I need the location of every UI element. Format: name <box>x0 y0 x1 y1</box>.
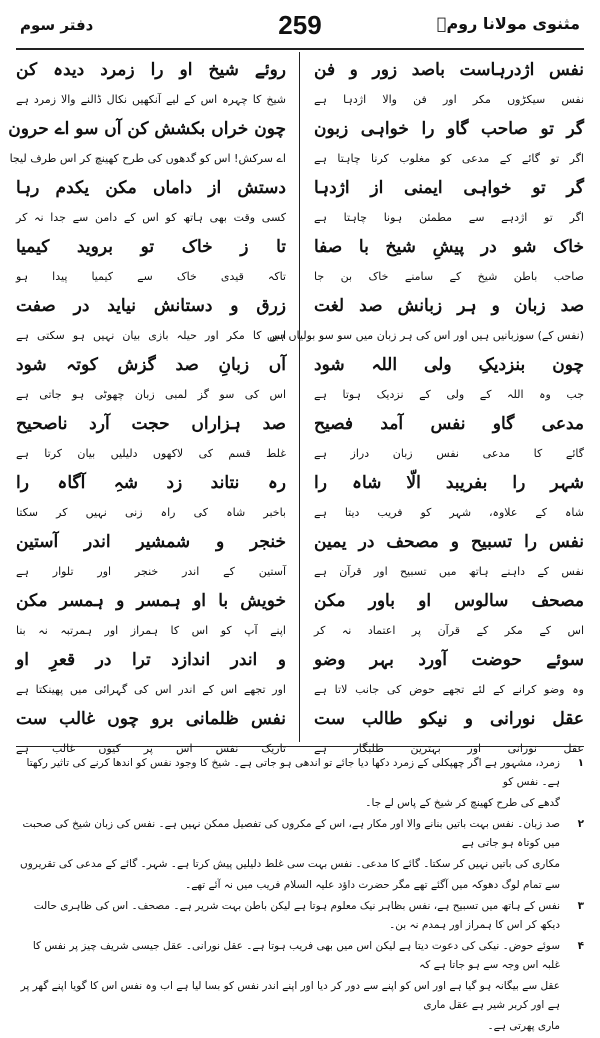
volume-label: دفتر سوم <box>20 16 94 34</box>
translation-line: اے سرکش! اس کو گدھوں کی طرح کھینچ کر اس طرف لیجا <box>9 152 286 165</box>
page-header <box>20 6 580 46</box>
footnote <box>16 937 584 975</box>
translation-line: گائے کا مدعی نفس زبان دراز ہے <box>314 447 584 460</box>
translation-line: اگر تو اژدہے سے مطمئن ہونا چاہتا ہے <box>314 211 584 224</box>
verse-line: تا ز خاک تو بروید کیمیا <box>16 237 286 257</box>
translation-line: (نفس کے) سوزبانیں ہیں اور اس کی ہر زبان میں سو سو بولیاں ہیں <box>266 329 584 342</box>
footnotes <box>16 754 584 1038</box>
footnote-rule <box>16 746 584 747</box>
footnote-text: نفس کے ہاتھ میں تسبیح ہے، نفس بظاہر نیک معلوم ہوتا ہے لیکن باطن بہت شریر ہے۔ مصحف۔ اس کی ظاہری حالت دیکھ کر اس کا ہمراز اور ہمدم نہ بن۔ <box>33 900 560 931</box>
translation-line: کسی وقت بھی ہاتھ کو اس کے دامن سے جدا نہ کر <box>16 211 286 224</box>
verse-line: صد ہزاراں حجت آرد ناصحیح <box>16 414 286 434</box>
translation-line: آستین کے اندر خنجر اور تلوار ہے <box>16 565 286 578</box>
translation-line: عقل نورانی اور بہترین طلبگار ہے <box>314 742 584 755</box>
verse-line: روئے شیخ او را زمرد دیدہ کن <box>16 60 286 80</box>
verse-line: نفس ظلمانی برو چوں غالب ست <box>16 709 286 729</box>
footnote <box>16 794 584 813</box>
verse-line: عقل نورانی و نیکو طالب ست <box>314 709 584 729</box>
verse-line: خویش با او ہمسر و ہمسر مکن <box>16 591 286 611</box>
verse-line: مصحف سالوس او باور مکن <box>314 591 584 611</box>
verse-line: دستش از داماں مکن یکدم رہا <box>16 178 286 198</box>
footnote <box>16 876 584 895</box>
translation-line: تاریک نفس اس پر کیوں غالب ہے <box>16 742 286 755</box>
verse-line: خنجر و شمشیر اندر آستین <box>16 532 286 552</box>
verse-line: چون بنزدیکِ ولی اللہ شود <box>314 355 584 375</box>
verse-line: سوئے حوضت آورد بہر وضو <box>314 650 584 670</box>
translation-line: اپنے آپ کو اس کا ہمراز اور ہمرتبہ نہ بنا <box>16 624 286 637</box>
footnote-text: گدھے کی طرح کھینچ کر شیخ کے پاس لے جا۔ <box>365 797 560 809</box>
translation-line: اس کے مکر کے قرآن پر اعتماد نہ کر <box>314 624 584 637</box>
translation-line: باخبر شاہ کی راہ زنی نہیں کر سکتا <box>16 506 286 519</box>
translation-line: اس کا مکر اور حیلہ بازی بیان نہیں ہو سکتی ہے <box>16 329 286 342</box>
translation-line: اگر تو گائے کے مدعی کو مغلوب کرنا چاہتا ہے <box>314 152 584 165</box>
footnote-text: سے تمام لوگ دھوکہ میں آگئے تھے مگر حضرت داؤد علیہ السلام فریب میں نہ آئے تھے۔ <box>185 879 560 891</box>
footnote-number: ۳ <box>577 900 584 912</box>
verse-line: صد زبان و ہر زبانش صد لغت <box>314 296 584 316</box>
footnote <box>16 815 584 853</box>
right-verse-column <box>266 52 584 755</box>
footnote <box>16 1017 584 1036</box>
footnote-number: ۴ <box>577 940 584 952</box>
book-title: مثنوی مولانا رومؒ <box>436 14 580 33</box>
translation-line: اس کی سو گز لمبی زبان چھوٹی ہو جاتی ہے <box>16 388 286 401</box>
translation-line: نفس سیکڑوں مکر اور فن والا اژدہا ہے <box>314 93 584 106</box>
footnote-text: سوئے حوض۔ نیکی کی دعوت دیتا ہے لیکن اس میں بھی فریب ہوتا ہے۔ عقل نورانی۔ عقل جیسی شریف چیز پر نفس کا غلبہ اس وجہ سے ہو جاتا ہے کہ <box>32 940 560 971</box>
header-rule <box>16 48 584 50</box>
footnote-text: عقل سے بیگانہ ہو گیا ہے اور اس کو اپنے سے دور کر دیا اور اپنے اندر نفس کو بسا لیا ہے اب وہ نفس اس کا گویا اپنے گھر پر ہے اور کربر شیر ہے عقل ماری <box>20 980 560 1011</box>
footnote <box>16 977 584 1015</box>
verse-columns <box>8 52 584 755</box>
footnote-number: ۲ <box>577 818 584 830</box>
translation-line: نفس کے داہنے ہاتھ میں تسبیح اور قرآن ہے <box>314 565 584 578</box>
translation-line: غلط قسم کی لاکھوں دلیلیں بیان کرتا ہے <box>16 447 286 460</box>
verse-line: خاک شو در پیشِ شیخ با صفا <box>314 237 584 257</box>
verse-line: شہر را بفریبد الّا شاہ را <box>314 473 584 493</box>
translation-line: شیخ کا چہرہ اس کے لیے آنکھیں نکال ڈالنے والا زمرد ہے <box>16 93 286 106</box>
translation-line: تاکہ قیدی خاک سے کیمیا پیدا ہو <box>16 270 286 283</box>
verse-line: گر تو صاحب گاو را خواہی زبون <box>314 119 584 139</box>
column-divider <box>299 52 300 742</box>
verse-line: نفس را تسبیح و مصحف در یمین <box>314 532 584 552</box>
page-number: 259 <box>278 10 322 40</box>
verse-line: نفس اژدرہاست باصد زور و فن <box>314 60 584 80</box>
verse-line: آں زبانِ صد گزش کوتہ شود <box>16 355 286 375</box>
verse-line: چون خراں بکشش کن آں سو اے حرون <box>8 119 286 139</box>
footnote <box>16 855 584 874</box>
footnote-number: ۱ <box>577 757 584 769</box>
verse-line: رہ نتاند زد شہِ آگاہ را <box>16 473 286 493</box>
translation-line: شاہ کے علاوہ، شہر کو فریب دیتا ہے <box>314 506 584 519</box>
verse-line: گر تو خواہی ایمنی از اژدہا <box>314 178 584 198</box>
footnote-text: مکاری کی باتیں نہیں کر سکتا۔ گائے کا مدعی۔ نفس بہت سی غلط دلیلیں پیش کرتا ہے۔ شہر۔ گائے کے مدعی کی تقریروں <box>20 858 560 870</box>
left-verse-column <box>8 52 286 755</box>
footnote <box>16 754 584 792</box>
footnote <box>16 897 584 935</box>
translation-line: صاحب باطن شیخ کے سامنے خاک بن جا <box>314 270 584 283</box>
verse-line: و اندر اندازد ترا در قعرِ او <box>16 650 286 670</box>
footnote-text: صد زبان۔ نفس بہت باتیں بنانے والا اور مکار ہے، اس کے مکروں کی تفصیل ممکن نہیں ہے۔ نفس کی زبان شیخ کی صحبت میں کوتاہ ہو جاتی ہے <box>22 818 560 849</box>
translation-line: وہ وضو کرانے کے لئے تجھے حوض کی جانب لاتا ہے <box>314 683 584 696</box>
footnote-text: زمرد، مشہور ہے اگر چھپکلی کے زمرد دکھا دیا جائے تو اندھی ہو جاتی ہے۔ شیخ کا وجود نفس کو اندھا کرنے کی تاثیر رکھتا ہے۔ نفس کو <box>26 757 560 788</box>
footnote-text: ماری پھرتی ہے۔ <box>487 1020 560 1032</box>
translation-line: جب وہ اللہ کے ولی کے نزدیک ہوتا ہے <box>314 388 584 401</box>
translation-line: اور تجھے اس کے اندر اس کی گہرائی میں پھینکتا ہے <box>16 683 286 696</box>
verse-line: مدعی گاو نفس آمد فصیح <box>314 414 584 434</box>
verse-line: زرق و دستانش نیاید در صفت <box>16 296 286 316</box>
